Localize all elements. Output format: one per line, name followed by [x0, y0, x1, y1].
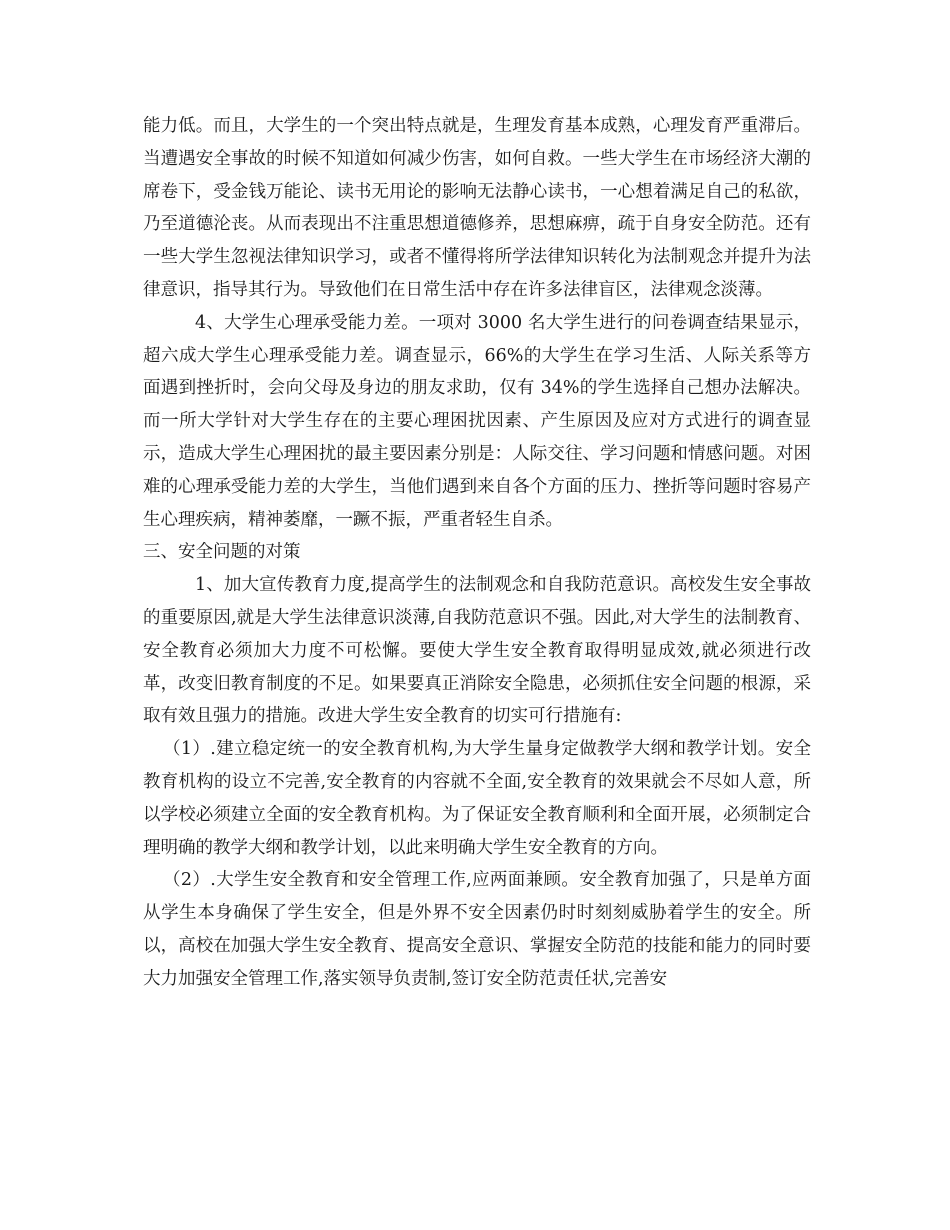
document-page	[143, 110, 811, 996]
paragraph-continuation: 能力低。而且，大学生的一个突出特点就是，生理发育基本成熟，心理发育严重滞后。当遭遇安全事故的时候不知道如何减少伤害，如何自救。一些大学生在市场经济大潮的席卷下，受金钱万能论、读书无用论的影响无法静心读书，一心想着满足自己的私欲，乃至道德沦丧。从而表现出不注重思想道德修养，思想麻痹，疏于自身安全防范。还有一些大学生忽视法律知识学习，或者不懂得将所学法律知识转化为法制观念并提升为法律意识，指导其行为。导致他们在日常生活中存在许多法律盲区，法律观念淡薄。	[143, 116, 811, 300]
paragraph-sub-item-1: （1）.建立稳定统一的安全教育机构,为大学生量身定做教学大纲和教学计划。安全教育机构的设立不完善,安全教育的内容就不全面,安全教育的效果就会不尽如人意，所以学校必须建立全面的安全教育机构。为了保证安全教育顺利和全面开展，必须制定合理明确的教学大纲和教学计划，以此来明确大学生安全教育的方向。	[143, 739, 811, 858]
section-heading-countermeasures: 三、安全问题的对策	[143, 542, 301, 563]
paragraph-point-4: 4、大学生心理承受能力差。一项对 3000 名大学生进行的问卷调查结果显示，超六成大学生心理承受能力差。调查显示，66%的大学生在学习生活、人际关系等方面遇到挫折时，会向父母及身边的朋友求助，仅有 34%的学生选择自己想办法解决。而一所大学针对大学生存在的主要心理困扰因素、产生原因及应对方式进行的调查显示，造成大学生心理困扰的最主要因素分别是：人际交往、学习问题和情感问题。对困难的心理承受能力差的大学生，当他们遇到来自各个方面的压力、挫折等问题时容易产生心理疾病，精神萎靡，一蹶不振，严重者轻生自杀。	[143, 312, 811, 530]
paragraph-sub-item-2: （2）.大学生安全教育和安全管理工作,应两面兼顾。安全教育加强了，只是单方面从学生本身确保了学生安全，但是外界不安全因素仍时时刻刻威胁着学生的安全。所以，高校在加强大学生安全教育、提高安全意识、掌握安全防范的技能和能力的同时要大力加强安全管理工作,落实领导负责制,签订安全防范责任状,完善安	[143, 870, 811, 989]
paragraph-measure-1: 1、加大宣传教育力度,提高学生的法制观念和自我防范意识。高校发生安全事故的重要原因,就是大学生法律意识淡薄,自我防范意识不强。因此,对大学生的法制教育、安全教育必须加大力度不可松懈。要使大学生安全教育取得明显成效,就必须进行改革，改变旧教育制度的不足。如果要真正消除安全隐患，必须抓住安全问题的根源，采取有效且强力的措施。改进大学生安全教育的切实可行措施有:	[143, 575, 811, 727]
